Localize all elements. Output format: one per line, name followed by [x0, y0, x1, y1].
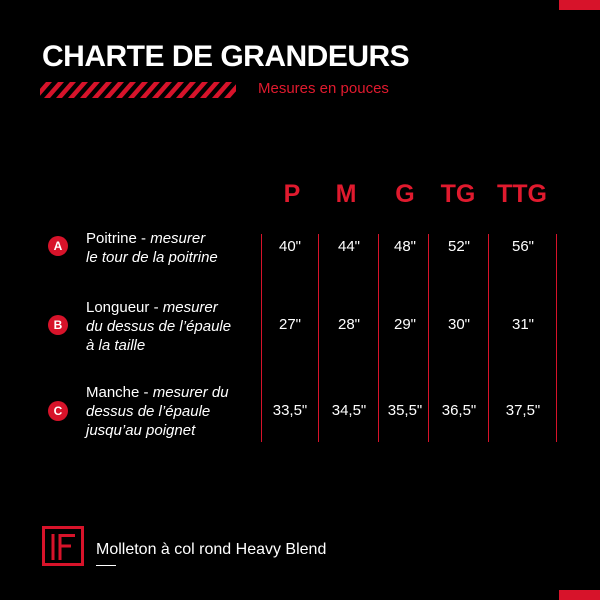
- table-cell: 44": [337, 238, 360, 255]
- table-cell: 52": [447, 238, 470, 255]
- row-badge-a: A: [48, 236, 68, 256]
- size-header-p: P: [283, 180, 301, 208]
- measure-name: Longueur: [86, 299, 150, 316]
- table-cell: 27": [278, 316, 301, 333]
- measure-note: à la taille: [86, 337, 146, 354]
- row-badge-c: C: [48, 401, 68, 421]
- hazard-stripes: [40, 82, 236, 98]
- if-logo-icon: [42, 526, 84, 566]
- table-cell: 48": [393, 238, 416, 255]
- table-cell: 37,5": [505, 402, 541, 419]
- corner-accent-bottom: [559, 590, 600, 600]
- table-cell: 34,5": [331, 402, 367, 419]
- table-cell: 36,5": [441, 402, 477, 419]
- page-title: CHARTE DE GRANDEURS: [42, 40, 410, 73]
- table-cell: 40": [278, 238, 301, 255]
- column-divider: [556, 234, 557, 442]
- size-header-m: M: [335, 180, 357, 208]
- measure-label-length: Longueur - mesurer du dessus de l’épaule à la taille: [86, 299, 232, 354]
- measure-note: mesurer du: [152, 384, 229, 401]
- table-cell: 30": [447, 316, 470, 333]
- size-header-g: G: [395, 180, 415, 208]
- table-cell: 29": [393, 316, 416, 333]
- table-cell: 56": [511, 238, 534, 255]
- table-cell: 35,5": [387, 402, 423, 419]
- product-name: Molleton à col rond Heavy Blend: [96, 541, 327, 558]
- size-header-tg: TG: [440, 180, 476, 208]
- subtitle: Mesures en pouces: [258, 80, 389, 97]
- row-badge-b: B: [48, 315, 68, 335]
- corner-accent-top: [559, 0, 600, 10]
- measure-note: mesurer: [162, 299, 218, 316]
- measure-note: dessus de l’épaule: [86, 403, 211, 420]
- measure-note: le tour de la poitrine: [86, 249, 218, 266]
- table-cell: 28": [337, 316, 360, 333]
- table-cell: 31": [511, 316, 534, 333]
- measure-name: Manche: [86, 384, 140, 401]
- table-cell: 33,5": [272, 402, 308, 419]
- measure-label-chest: Poitrine - mesurer le tour de la poitrine: [86, 230, 218, 266]
- underline-accent: [96, 565, 116, 566]
- measure-note: du dessus de l’épaule: [86, 318, 232, 335]
- size-header-ttg: TTG: [497, 180, 547, 208]
- measure-note: mesurer: [150, 230, 206, 247]
- measure-name: Poitrine: [86, 230, 137, 247]
- measure-note: jusqu’au poignet: [86, 422, 196, 439]
- measure-label-sleeve: Manche - mesurer du dessus de l’épaule jusqu’au poignet: [86, 384, 229, 439]
